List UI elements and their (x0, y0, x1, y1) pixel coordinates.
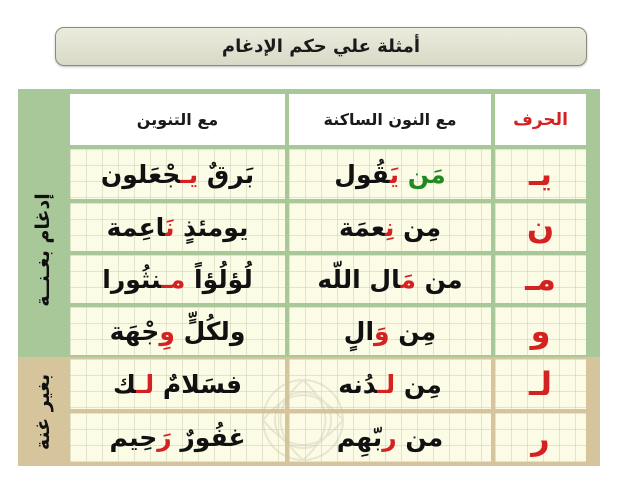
header-noon-sakinah-label: مع النون الساكنة (323, 110, 457, 129)
tanween-example-segment: بَرقٌ (198, 159, 255, 189)
noon-sakinah-example (289, 255, 491, 303)
noon-sakinah-example (289, 413, 491, 462)
tanween-example-text (109, 423, 245, 452)
letter-glyph: ن (526, 208, 555, 246)
tanween-example-segment: ولكُلٍّ (174, 316, 246, 346)
tanween-example-segment: اعِمة (106, 212, 166, 242)
noon-sakinah-example-segment: مِن (389, 316, 437, 346)
header-letter (495, 94, 586, 145)
noon-sakinah-example-segment: مِن (395, 369, 442, 399)
group-with-ghunnah-label: إدغام بغـنــة (32, 193, 55, 307)
noon-sakinah-example (289, 359, 491, 409)
tanween-example-segment: حِيم (109, 423, 158, 452)
noon-sakinah-example-text (334, 160, 445, 189)
letter-glyph: لـ (529, 365, 552, 403)
tanween-example-segment: غفُورٌ (171, 423, 246, 452)
letter-glyph: يـ (529, 155, 552, 193)
tanween-example (70, 255, 285, 303)
tanween-example-segment: لـ (136, 369, 155, 399)
tanween-example (70, 203, 285, 251)
letter-cell (495, 359, 586, 409)
noon-sakinah-example-segment: دُنه (338, 369, 378, 399)
tanween-example-segment: رَ (157, 423, 172, 452)
tanween-example (70, 307, 285, 355)
noon-sakinah-example-text (339, 213, 441, 242)
tanween-example-text (110, 317, 246, 346)
letter-glyph: مـ (525, 260, 556, 298)
group-without-ghunnah (18, 359, 68, 465)
letter-cell (495, 307, 586, 355)
header-tanween (70, 94, 285, 145)
noon-sakinah-example (289, 307, 491, 355)
noon-sakinah-example-segment: لـ (377, 369, 396, 399)
noon-sakinah-example-segment: ر (382, 423, 397, 452)
tanween-example-text (102, 265, 252, 294)
tanween-example (70, 413, 285, 462)
tanween-example-text (107, 213, 249, 242)
idgham-table (18, 89, 600, 466)
tanween-example-text (113, 370, 242, 399)
noon-sakinah-example-segment: ال اللّه (317, 264, 401, 294)
page-title: أمثلة علي حكم الإدغام (221, 36, 421, 57)
title-banner (55, 27, 587, 66)
noon-sakinah-example-segment: من (415, 264, 463, 294)
noon-sakinah-example-segment: نِ (384, 212, 395, 242)
letter-cell (495, 413, 586, 462)
noon-sakinah-example-segment: عمَة (338, 212, 385, 242)
tanween-example-segment: مـ (161, 264, 186, 294)
letter-cell (495, 255, 586, 303)
noon-sakinah-example-segment: مَ (400, 264, 416, 294)
noon-sakinah-example-segment: الٍ (343, 316, 375, 346)
noon-sakinah-example-segment: مِن (394, 212, 442, 242)
tanween-example-segment: وِ (159, 316, 175, 346)
tanween-example-segment: نثُورا (102, 264, 162, 294)
noon-sakinah-example-segment: قُول (334, 159, 390, 189)
noon-sakinah-example-segment: بّهِم (336, 423, 383, 452)
tanween-example-segment: جْعَلون (100, 159, 181, 189)
group-without-ghunnah-label: بغير غنة (32, 373, 54, 451)
noon-sakinah-example-segment: مَن (399, 159, 446, 189)
tanween-example (70, 359, 285, 409)
letter-cell (495, 203, 586, 251)
letter-glyph: ر (531, 418, 550, 457)
tanween-example-segment: فسَلامٌ (154, 369, 243, 399)
tanween-example-segment: يـ (180, 159, 199, 189)
noon-sakinah-example-segment: وَ (374, 316, 390, 346)
header-tanween-label: مع التنوين (136, 110, 219, 129)
tanween-example (70, 149, 285, 199)
tanween-example-text (101, 160, 254, 189)
noon-sakinah-example-text (337, 423, 444, 452)
group-with-ghunnah (18, 147, 68, 353)
tanween-example-segment: ك (112, 369, 137, 399)
header-letter-label: الحرف (513, 109, 568, 130)
tanween-example-segment: يومئذٍ (174, 212, 249, 242)
letter-glyph: و (530, 312, 551, 350)
tanween-example-segment: نَ (165, 212, 175, 242)
noon-sakinah-example-segment: يَ (389, 159, 400, 189)
noon-sakinah-example-text (338, 370, 442, 399)
tanween-example-segment: جْهَة (109, 316, 160, 346)
noon-sakinah-example-segment: من (396, 423, 444, 452)
noon-sakinah-example-text (344, 317, 437, 346)
noon-sakinah-example (289, 203, 491, 251)
tanween-example-segment: لُؤلُؤاً (185, 264, 253, 294)
noon-sakinah-example (289, 149, 491, 199)
noon-sakinah-example-text (317, 265, 462, 294)
header-noon-sakinah (289, 94, 491, 145)
letter-cell (495, 149, 586, 199)
